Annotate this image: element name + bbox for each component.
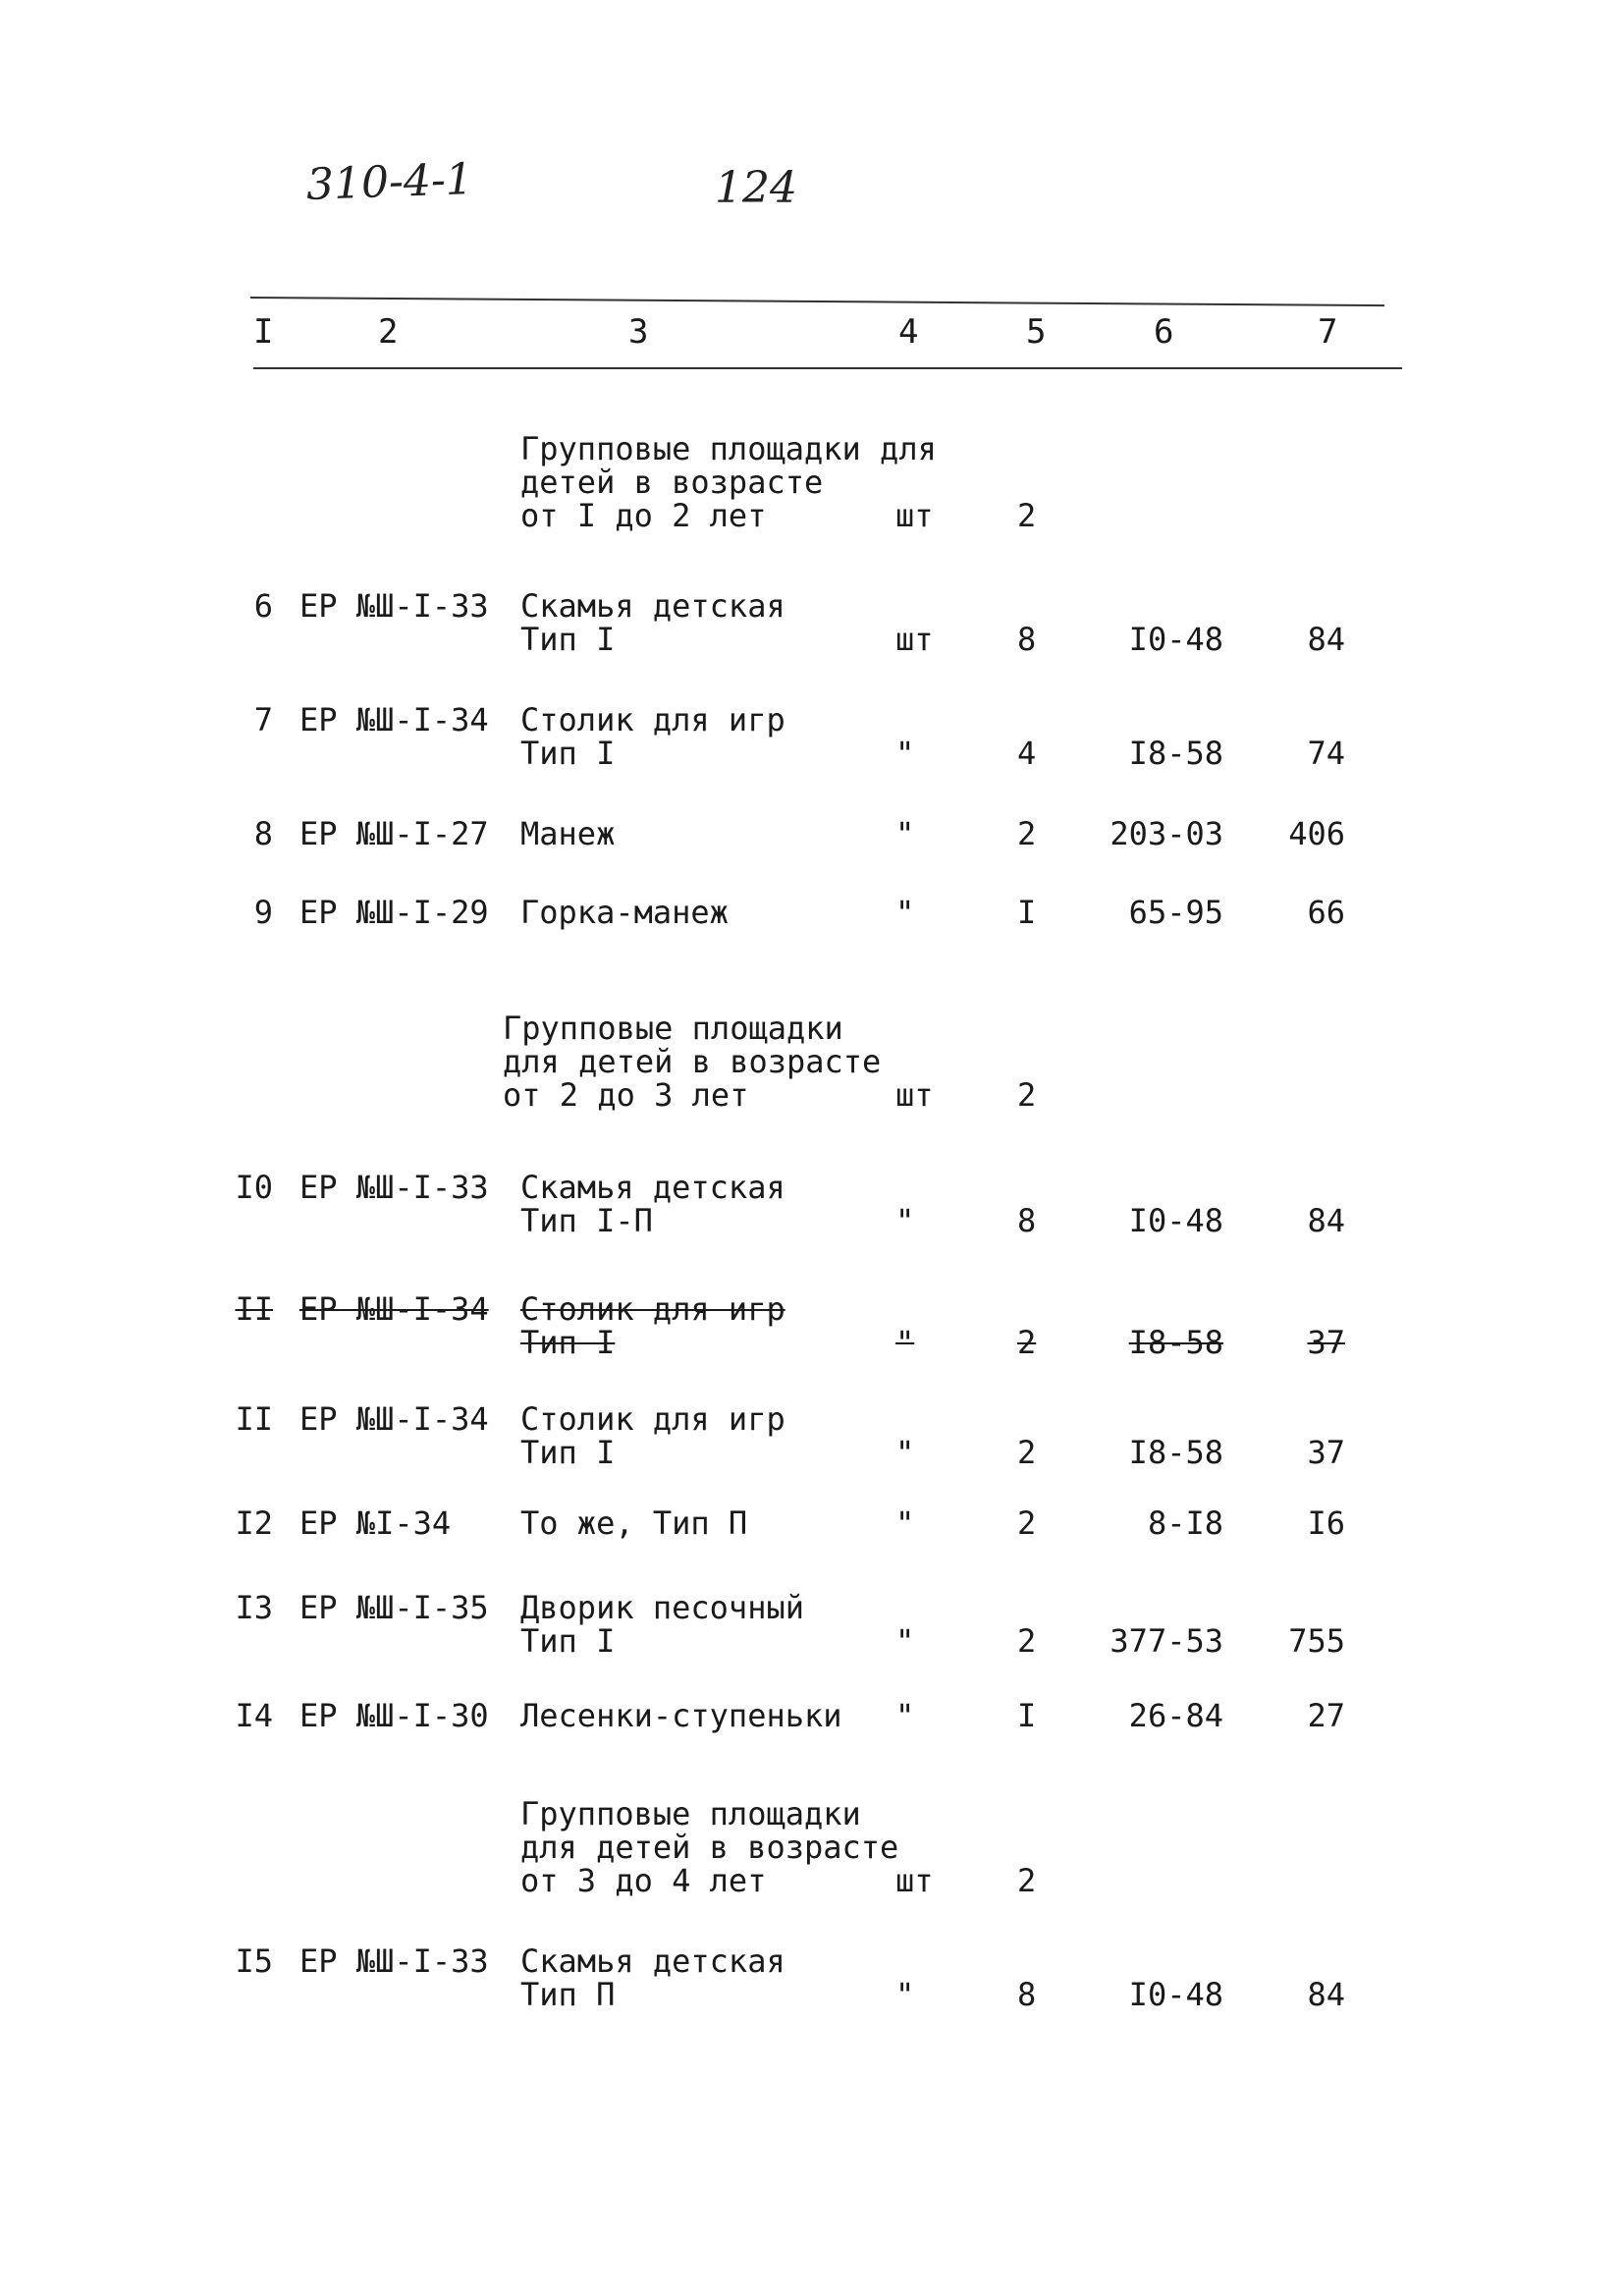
row-unit-price: 203-03 <box>1110 815 1223 852</box>
row-number: 6 <box>253 587 273 625</box>
row-total: I6 <box>1307 1504 1345 1542</box>
column-header-7: 7 <box>1318 312 1338 352</box>
row-description: Лесенки-ступеньки <box>520 1697 842 1734</box>
row-quantity: 8 <box>1017 1202 1037 1239</box>
row-quantity: 2 <box>1017 1504 1037 1542</box>
row-description: Групповые площадки для детей в возрасте от I до 2 лет <box>520 430 937 534</box>
row-unit: " <box>895 1324 915 1361</box>
row-description: Скамья детская Тип П <box>520 1942 785 2013</box>
row-unit: " <box>895 1697 915 1734</box>
row-code: ЕР №Ш-I-33 <box>299 1169 489 1206</box>
row-quantity: 2 <box>1017 1622 1037 1660</box>
row-total: 84 <box>1307 1976 1345 2013</box>
row-total: 66 <box>1307 894 1345 931</box>
row-number: II <box>235 1290 273 1328</box>
row-quantity: 2 <box>1017 1076 1037 1114</box>
header-rule-top <box>250 297 1384 306</box>
row-unit-price: 65-95 <box>1128 894 1223 931</box>
row-description: Групповые площадки для детей в возрасте от 3 до 4 лет <box>520 1795 899 1899</box>
row-unit: " <box>895 894 915 931</box>
row-number: I2 <box>235 1504 273 1542</box>
row-description: Скамья детская Тип I <box>520 587 785 658</box>
row-quantity: 2 <box>1017 815 1037 852</box>
row-quantity: 2 <box>1017 1434 1037 1471</box>
row-unit: " <box>895 1434 915 1471</box>
row-unit: шт <box>895 497 934 534</box>
row-total: 37 <box>1307 1434 1345 1471</box>
row-code: ЕР №Ш-I-29 <box>299 894 489 931</box>
row-number: I4 <box>235 1697 273 1734</box>
row-quantity: 2 <box>1017 1862 1037 1899</box>
row-unit: шт <box>895 1862 934 1899</box>
row-unit: " <box>895 815 915 852</box>
row-code: ЕР №Ш-I-33 <box>299 1942 489 1980</box>
row-number: 8 <box>253 815 273 852</box>
row-quantity: 2 <box>1017 497 1037 534</box>
row-total: 37 <box>1307 1324 1345 1361</box>
column-header-1: I <box>253 312 274 352</box>
row-total: 84 <box>1307 621 1345 658</box>
row-unit-price: I8-58 <box>1128 1324 1223 1361</box>
column-header-2: 2 <box>378 312 399 352</box>
row-quantity: 2 <box>1017 1324 1037 1361</box>
row-unit-price: 377-53 <box>1110 1622 1223 1660</box>
row-number: 9 <box>253 894 273 931</box>
row-unit: " <box>895 735 915 772</box>
row-description: Скамья детская Тип I-П <box>520 1169 785 1239</box>
row-number: I0 <box>235 1169 273 1206</box>
row-description: Столик для игр Тип I <box>520 701 785 772</box>
row-unit: " <box>895 1622 915 1660</box>
row-description: Манеж <box>520 815 616 852</box>
row-quantity: 8 <box>1017 621 1037 658</box>
row-unit-price: I8-58 <box>1128 735 1223 772</box>
row-unit: " <box>895 1976 915 2013</box>
row-code: ЕР №Ш-I-30 <box>299 1697 489 1734</box>
row-unit-price: 8-I8 <box>1147 1504 1223 1542</box>
document-code: 310-4-1 <box>305 154 474 210</box>
row-quantity: I <box>1017 1697 1037 1734</box>
column-header-5: 5 <box>1026 312 1047 352</box>
row-quantity: 4 <box>1017 735 1037 772</box>
row-total: 27 <box>1307 1697 1345 1734</box>
row-unit-price: I0-48 <box>1128 1976 1223 2013</box>
header-rule-bottom <box>253 367 1402 369</box>
row-total: 406 <box>1288 815 1345 852</box>
row-code: ЕР №Ш-I-34 <box>299 701 489 738</box>
column-header-3: 3 <box>628 312 649 352</box>
row-description: Горка-манеж <box>520 894 729 931</box>
row-unit: " <box>895 1504 915 1542</box>
row-description: Столик для игр Тип I <box>520 1400 785 1471</box>
column-header-4: 4 <box>898 312 919 352</box>
row-total: 84 <box>1307 1202 1345 1239</box>
row-code: ЕР №Ш-I-34 <box>299 1290 489 1328</box>
row-description: Групповые площадки для детей в возрасте от 2 до 3 лет <box>503 1010 882 1114</box>
page-number: 124 <box>715 163 797 213</box>
row-unit: шт <box>895 621 934 658</box>
column-header-6: 6 <box>1154 312 1174 352</box>
row-code: ЕР №Ш-I-35 <box>299 1589 489 1626</box>
row-unit-price: I0-48 <box>1128 1202 1223 1239</box>
row-quantity: 8 <box>1017 1976 1037 2013</box>
row-number: I5 <box>235 1942 273 1980</box>
row-unit-price: I0-48 <box>1128 621 1223 658</box>
row-total: 74 <box>1307 735 1345 772</box>
row-unit-price: 26-84 <box>1128 1697 1223 1734</box>
row-total: 755 <box>1288 1622 1345 1660</box>
row-description: Столик для игр Тип I <box>520 1290 785 1361</box>
row-code: ЕР №Ш-I-34 <box>299 1400 489 1438</box>
row-description: Дворик песочный Тип I <box>520 1589 804 1660</box>
row-unit: шт <box>895 1076 934 1114</box>
row-code: ЕР №I-34 <box>299 1504 452 1542</box>
row-unit: " <box>895 1202 915 1239</box>
row-quantity: I <box>1017 894 1037 931</box>
row-code: ЕР №Ш-I-27 <box>299 815 489 852</box>
row-number: II <box>235 1400 273 1438</box>
row-unit-price: I8-58 <box>1128 1434 1223 1471</box>
row-number: I3 <box>235 1589 273 1626</box>
row-description: То же, Тип П <box>520 1504 748 1542</box>
row-number: 7 <box>253 701 273 738</box>
row-code: ЕР №Ш-I-33 <box>299 587 489 625</box>
